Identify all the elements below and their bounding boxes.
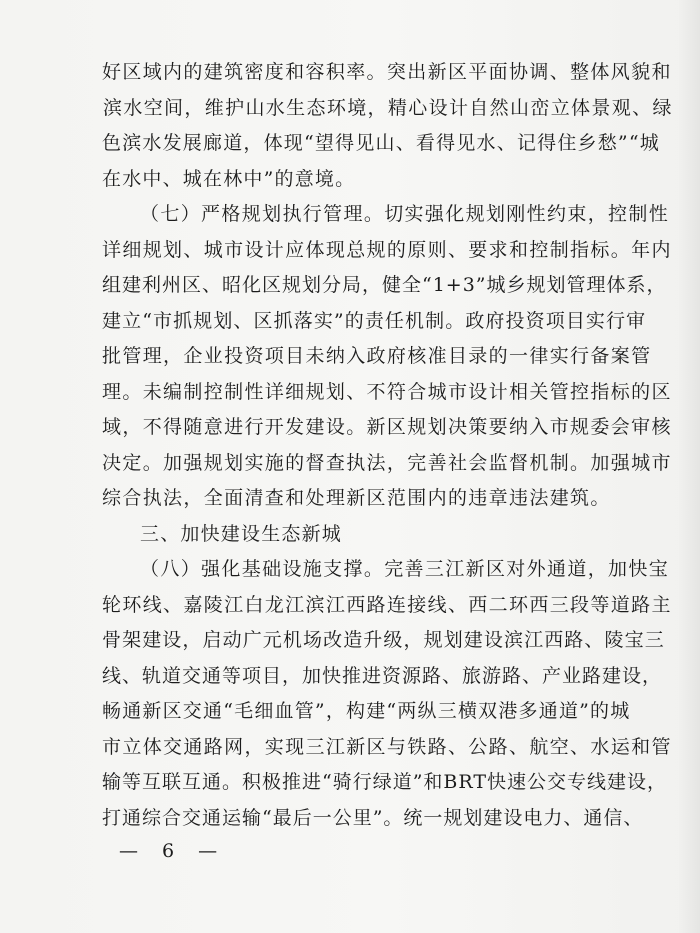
text-line-1: 好区域内的建筑密度和容积率。突出新区平面协调、整体风貌和: [102, 61, 672, 83]
text-line-20: 市立体交通路网，实现三江新区与铁路、公路、航空、水运和管: [102, 736, 672, 758]
text-line-12: 决定。加强规划实施的督查执法，完善社会监督机制。加强城市: [102, 452, 672, 474]
text-line-8: 建立“市抓规划、区抓落实”的责任机制。政府投资项目实行审: [102, 310, 647, 332]
text-line-18: 线、轨道交通等项目，加快推进资源路、旅游路、产业路建设，: [102, 665, 663, 687]
text-line-7: 组建利州区、昭化区规划分局，健全“1+3”城乡规划管理体系，: [102, 274, 667, 296]
text-line-17: 骨架建设，启动广元机场改造升级，规划建设滨江西路、陵宝三: [102, 629, 665, 651]
text-line-3: 色滨水发展廊道，体现“望得见山、看得见水、记得住乡愁”“城: [102, 132, 660, 154]
text-line-6: 详细规划、城市设计应体现总规的原则、要求和控制指标。年内: [102, 239, 672, 261]
section-eight-first-line: （八）强化基础设施支撑。完善三江新区对外通道，加快宝: [140, 558, 670, 580]
text-line-4: 在水中、城在林中”的意境。: [102, 168, 356, 190]
section-three-heading: 三、加快建设生态新城: [140, 523, 343, 545]
text-line-2: 滨水空间，维护山水生态环境，精心设计自然山峦立体景观、绿: [103, 97, 673, 119]
text-line-13: 综合执法，全面清查和处理新区范围内的违章违法建筑。: [102, 487, 611, 509]
text-line-21: 输等互联互通。积极推进“骑行绿道”和BRT快速公交专线建设，: [102, 771, 668, 793]
page-number: — 6 —: [119, 840, 227, 862]
text-line-10: 理。未编制控制性详细规划、不符合城市设计相关管控指标的区: [102, 381, 672, 403]
text-line-16: 轮环线、嘉陵江白龙江滨江西路连接线、西二环西三段等道路主: [102, 594, 672, 616]
text-line-19: 畅通新区交通“毛细血管”，构建“两纵三横双港多通道”的城: [102, 700, 631, 722]
text-line-11: 域，不得随意进行开发建设。新区规划决策要纳入市规委会审核: [102, 416, 672, 438]
section-seven-first-line: （七）严格规划执行管理。切实强化规划刚性约束，控制性: [140, 203, 670, 225]
text-line-22: 打通综合交通运输“最后一公里”。统一规划建设电力、通信、: [102, 807, 644, 829]
text-line-9: 批管理，企业投资项目未纳入政府核准目录的一律实行备案管: [102, 345, 652, 367]
